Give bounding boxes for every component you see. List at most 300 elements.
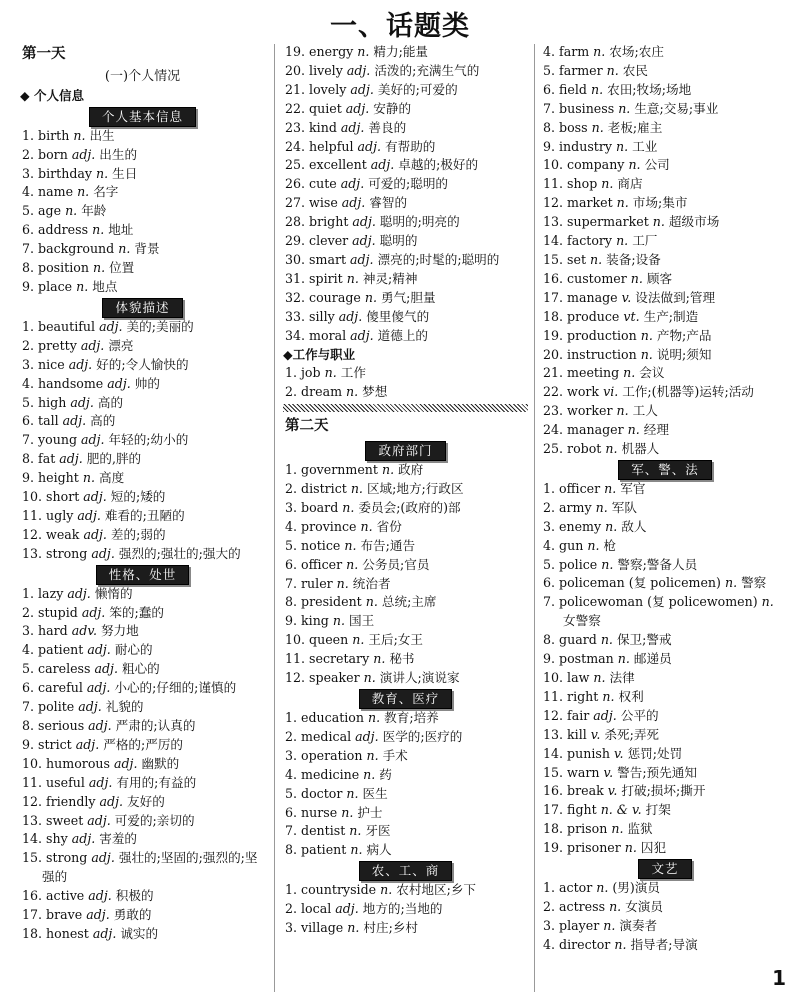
entry-meaning: 礼貌的 bbox=[105, 699, 144, 715]
entry-word: fight bbox=[567, 802, 601, 818]
entry-word: manage bbox=[567, 289, 622, 305]
vocab-entry bbox=[283, 919, 528, 938]
entry-part-of-speech: adj. bbox=[81, 432, 109, 448]
entry-part-of-speech: n. bbox=[342, 499, 359, 515]
entry-number: 1. bbox=[285, 882, 302, 898]
vocab-entry bbox=[20, 717, 265, 736]
entry-number: 10. bbox=[22, 755, 47, 771]
vocab-entry bbox=[20, 240, 265, 259]
entry-part-of-speech: n. bbox=[596, 880, 613, 896]
vocab-entry bbox=[20, 755, 265, 774]
entry-part-of-speech: adj. bbox=[350, 327, 378, 343]
entry-meaning: 监狱 bbox=[627, 821, 653, 837]
entry-meaning: 工人 bbox=[632, 403, 658, 419]
vocab-entry bbox=[541, 232, 789, 251]
entry-meaning: 年龄 bbox=[81, 203, 107, 219]
entry-number: 9. bbox=[543, 138, 560, 154]
vocab-entry bbox=[20, 698, 265, 717]
vocab-entry bbox=[541, 81, 789, 100]
entry-meaning: 漂亮 bbox=[108, 337, 134, 353]
subtopic-heading: (一)个人情况 bbox=[104, 68, 181, 84]
vocab-entry bbox=[541, 251, 789, 270]
entry-meaning: 统治者 bbox=[352, 575, 391, 591]
entry-number: 3. bbox=[543, 518, 560, 534]
entry-word: speaker bbox=[309, 670, 364, 686]
entry-part-of-speech: adj. bbox=[88, 718, 116, 733]
entry-meaning: 省份 bbox=[376, 518, 402, 534]
entry-word: friendly bbox=[46, 793, 100, 809]
entry-word: position bbox=[38, 260, 93, 276]
entry-meaning: 道德上的 bbox=[377, 327, 428, 343]
entry-meaning: 友好的 bbox=[127, 793, 165, 809]
vocab-entry bbox=[20, 641, 265, 660]
entry-meaning: 美好的;可爱的 bbox=[377, 81, 458, 97]
entry-number: 20. bbox=[543, 346, 568, 362]
entry-meaning: 傻里傻气的 bbox=[366, 308, 430, 324]
entry-meaning: 诚实的 bbox=[120, 925, 159, 941]
entry-word: lazy bbox=[38, 585, 68, 601]
entry-part-of-speech: n. bbox=[590, 251, 607, 267]
entry-meaning: 积极的 bbox=[115, 888, 154, 904]
entry-meaning: 区域;地方;行政区 bbox=[366, 481, 464, 497]
entry-part-of-speech: v. bbox=[613, 745, 628, 761]
entry-word: board bbox=[301, 499, 343, 515]
entry-part-of-speech: n. bbox=[606, 62, 623, 78]
entry-number: 5. bbox=[22, 394, 39, 410]
entry-part-of-speech: v. bbox=[603, 764, 618, 780]
entry-word: lovely bbox=[309, 81, 351, 97]
entry-meaning: 农民 bbox=[622, 62, 648, 78]
entry-number: 9. bbox=[285, 613, 302, 629]
vocab-entry bbox=[541, 156, 789, 175]
entry-part-of-speech: adj. bbox=[113, 755, 142, 771]
entry-meaning: 病人 bbox=[366, 842, 392, 858]
entry-number: 1. bbox=[22, 318, 39, 334]
vocab-entry bbox=[541, 383, 789, 402]
entry-part-of-speech: n. bbox=[347, 920, 364, 936]
entry-part-of-speech: n. bbox=[604, 480, 621, 496]
entry-number: 11. bbox=[543, 688, 568, 704]
entry-meaning: 总统;主席 bbox=[381, 594, 437, 610]
entry-word: useful bbox=[46, 774, 89, 790]
entry-meaning: 聪明的;明亮的 bbox=[379, 214, 460, 230]
entry-part-of-speech: n. bbox=[324, 365, 341, 381]
entry-number: 4. bbox=[285, 518, 302, 534]
entry-word: young bbox=[38, 432, 82, 448]
entry-number: 6. bbox=[543, 81, 560, 97]
entry-part-of-speech: n. bbox=[118, 241, 135, 257]
entry-number: 23. bbox=[285, 119, 310, 135]
entry-number: 10. bbox=[543, 670, 568, 685]
topic-bullet-heading: ◆ 个人信息 bbox=[20, 87, 84, 103]
vocab-entry bbox=[20, 585, 265, 604]
entry-meaning: 强烈的;强壮的;强大的 bbox=[118, 545, 241, 561]
vocab-entry bbox=[541, 593, 789, 631]
entry-word: meeting bbox=[567, 365, 624, 381]
entry-number: 13. bbox=[543, 726, 568, 742]
entry-number: 7. bbox=[543, 100, 560, 116]
entry-word: business bbox=[559, 100, 619, 116]
entry-word: lively bbox=[309, 62, 347, 78]
vocab-entry bbox=[20, 488, 265, 507]
vocab-entry bbox=[20, 736, 265, 755]
entry-word: sweet bbox=[46, 812, 88, 828]
vocab-entry bbox=[283, 213, 528, 232]
vocab-entry bbox=[283, 480, 528, 499]
entry-part-of-speech: adj. bbox=[350, 81, 378, 97]
entry-part-of-speech: n. bbox=[346, 556, 363, 572]
entry-word: farmer bbox=[559, 62, 607, 78]
entry-meaning: 枪 bbox=[603, 537, 617, 553]
entry-meaning: 机器人 bbox=[621, 441, 660, 457]
entry-number: 7. bbox=[22, 699, 39, 715]
entry-word: officer bbox=[559, 480, 605, 496]
entry-word: policeman (复 policemen) bbox=[559, 575, 725, 591]
vocab-entry bbox=[20, 337, 265, 356]
entry-part-of-speech: adj. bbox=[71, 831, 100, 847]
entry-part-of-speech: n. bbox=[618, 100, 635, 116]
entry-number: 5. bbox=[22, 661, 39, 677]
entry-meaning: 布告;通告 bbox=[360, 537, 416, 553]
entry-meaning: 医学的;医疗的 bbox=[382, 728, 463, 744]
vocab-entry bbox=[283, 747, 528, 766]
entry-part-of-speech: adj. bbox=[87, 812, 115, 828]
entry-part-of-speech: adj. bbox=[80, 337, 109, 353]
entry-meaning: 有帮助的 bbox=[385, 138, 436, 154]
entry-meaning: 超级市场 bbox=[668, 214, 720, 230]
entry-word: spirit bbox=[309, 270, 347, 286]
entry-part-of-speech: n. bbox=[96, 165, 113, 181]
vocab-entry bbox=[541, 879, 789, 898]
entry-meaning: 位置 bbox=[109, 260, 135, 276]
entry-part-of-speech: adj. bbox=[83, 489, 111, 505]
entry-number: 9. bbox=[22, 278, 39, 294]
entry-part-of-speech: adj. bbox=[77, 507, 105, 523]
vocab-entry bbox=[283, 556, 528, 575]
entry-number: 10. bbox=[285, 632, 310, 648]
entry-word: warn bbox=[567, 764, 604, 780]
entry-meaning: 经理 bbox=[643, 422, 669, 438]
entry-meaning: 肥的,胖的 bbox=[86, 451, 142, 467]
entry-meaning: 生意;交易;事业 bbox=[634, 100, 719, 116]
vocab-entry bbox=[541, 308, 789, 327]
entry-word: ruler bbox=[301, 575, 337, 591]
entry-part-of-speech: n. bbox=[609, 898, 626, 914]
entry-word: production bbox=[567, 327, 641, 343]
entry-meaning: 梦想 bbox=[362, 384, 388, 400]
vocab-entry bbox=[283, 518, 528, 537]
vocab-entry bbox=[283, 81, 528, 100]
entry-number: 17. bbox=[543, 802, 568, 818]
vocab-entry bbox=[541, 574, 789, 593]
vocab-entry bbox=[541, 650, 789, 669]
entry-number: 3. bbox=[22, 356, 39, 372]
entry-meaning: (男)演员 bbox=[612, 880, 660, 896]
entry-part-of-speech: adj. bbox=[87, 642, 115, 658]
entry-meaning: 指导者;导演 bbox=[630, 936, 698, 952]
entry-number: 30. bbox=[285, 251, 310, 267]
entry-word: strict bbox=[38, 736, 76, 752]
entry-word: local bbox=[301, 901, 336, 917]
entry-number: 10. bbox=[543, 157, 568, 173]
entry-number: 15. bbox=[22, 850, 47, 866]
vocab-entry bbox=[283, 308, 528, 327]
entry-meaning: 背景 bbox=[134, 241, 160, 257]
vocab-entry bbox=[283, 650, 528, 669]
entry-number: 8. bbox=[543, 632, 560, 648]
entry-part-of-speech: n. bbox=[617, 651, 634, 667]
section-banner bbox=[541, 858, 789, 879]
entry-part-of-speech: n. bbox=[332, 613, 349, 629]
entry-meaning: 警察 bbox=[741, 575, 767, 591]
entry-word: patient bbox=[38, 642, 88, 658]
entry-meaning: 耐心的 bbox=[114, 642, 153, 658]
entry-part-of-speech: adj. bbox=[350, 251, 378, 267]
entry-meaning: 笨的;蠢的 bbox=[109, 604, 164, 620]
entry-number: 6. bbox=[285, 556, 302, 572]
entry-word: kind bbox=[309, 119, 341, 135]
entry-number: 25. bbox=[285, 157, 310, 173]
entry-word: careless bbox=[38, 661, 95, 677]
entry-word: director bbox=[559, 936, 615, 952]
vocab-entry bbox=[283, 43, 528, 62]
entry-number: 8. bbox=[285, 594, 302, 610]
entry-word: actor bbox=[559, 880, 597, 896]
vocab-entry bbox=[20, 375, 265, 394]
entry-number: 24. bbox=[285, 138, 310, 154]
vocab-entry bbox=[541, 480, 789, 499]
entry-meaning: 打架 bbox=[645, 802, 671, 818]
entry-part-of-speech: n. bbox=[92, 260, 110, 276]
entry-word: set bbox=[567, 251, 591, 267]
vocab-entry bbox=[283, 232, 528, 251]
vocab-entry bbox=[541, 43, 789, 62]
entry-part-of-speech: n. bbox=[360, 518, 377, 534]
entry-word: district bbox=[301, 481, 351, 497]
entry-part-of-speech: n. bbox=[587, 537, 604, 553]
entry-meaning: 农田;牧场;场地 bbox=[607, 81, 692, 97]
entry-meaning: 医生 bbox=[362, 785, 388, 801]
entry-meaning: 工厂 bbox=[632, 233, 658, 249]
entry-number: 2. bbox=[22, 604, 39, 620]
entry-number: 4. bbox=[543, 936, 560, 952]
section-banner-label: 性格、处世 bbox=[96, 565, 190, 585]
vocab-entry bbox=[283, 766, 528, 785]
entry-word: handsome bbox=[38, 375, 108, 391]
topic-bullet-heading: ◆工作与职业 bbox=[283, 346, 356, 362]
vocab-entry bbox=[541, 421, 789, 440]
entry-meaning: 军官 bbox=[620, 480, 646, 496]
entry-number: 11. bbox=[543, 176, 568, 192]
entry-number: 3. bbox=[22, 165, 39, 181]
vocab-entry bbox=[283, 900, 528, 919]
entry-number: 23. bbox=[543, 403, 568, 419]
vocab-entry bbox=[20, 259, 265, 278]
entry-word: place bbox=[38, 278, 77, 294]
entry-word: hard bbox=[38, 623, 72, 639]
entry-number: 4. bbox=[22, 184, 39, 200]
vocab-entry bbox=[541, 138, 789, 157]
entry-meaning: 小心的;仔细的;谨慎的 bbox=[114, 680, 237, 696]
entry-meaning: 老板;雇主 bbox=[607, 119, 663, 135]
entry-part-of-speech: n. bbox=[624, 840, 641, 856]
entry-word: careful bbox=[38, 680, 87, 696]
entry-part-of-speech: adj. bbox=[88, 888, 116, 904]
vocab-entry bbox=[283, 175, 528, 194]
entry-meaning: 努力地 bbox=[100, 623, 139, 639]
vocab-entry bbox=[283, 669, 528, 688]
entry-number: 1. bbox=[285, 710, 302, 725]
entry-meaning: 公平的 bbox=[620, 707, 659, 723]
entry-word: job bbox=[301, 365, 325, 381]
entry-number: 12. bbox=[543, 707, 568, 723]
vocab-entry bbox=[541, 898, 789, 917]
entry-part-of-speech: n. bbox=[601, 556, 618, 572]
entry-meaning: 国王 bbox=[349, 613, 375, 629]
entry-meaning: 地方的;当地的 bbox=[362, 901, 443, 917]
entry-word: shy bbox=[46, 831, 72, 847]
entry-word: factory bbox=[567, 233, 617, 249]
entry-number: 21. bbox=[543, 365, 568, 381]
entry-part-of-speech: n. bbox=[600, 632, 617, 648]
entry-number: 4. bbox=[22, 642, 39, 658]
entry-number: 10. bbox=[22, 489, 47, 505]
vocab-entry bbox=[20, 526, 265, 545]
entry-meaning: 农场;农庄 bbox=[609, 44, 664, 59]
entry-meaning: 活泼的;充满生气的 bbox=[374, 62, 480, 78]
entry-meaning: 帅的 bbox=[134, 375, 160, 391]
section-banner bbox=[283, 688, 528, 709]
wavy-divider bbox=[283, 404, 528, 412]
vocab-entry bbox=[283, 499, 528, 518]
entry-meaning: 权利 bbox=[618, 688, 644, 704]
entry-word: worker bbox=[567, 403, 617, 419]
entry-word: punish bbox=[567, 745, 614, 761]
vocab-entry bbox=[283, 631, 528, 650]
entry-number: 4. bbox=[543, 537, 560, 553]
entry-meaning: 委员会;(政府的)部 bbox=[358, 499, 461, 515]
entry-meaning: 难看的;丑陋的 bbox=[104, 507, 185, 523]
entry-part-of-speech: adj. bbox=[70, 394, 98, 410]
vocab-entry bbox=[283, 841, 528, 860]
vocab-entry bbox=[283, 119, 528, 138]
vocab-entry bbox=[20, 469, 265, 488]
section-banner bbox=[283, 860, 528, 881]
entry-number: 16. bbox=[543, 270, 568, 286]
entry-word: education bbox=[301, 710, 369, 725]
entry-word: brave bbox=[46, 907, 87, 923]
entry-number: 14. bbox=[543, 233, 568, 249]
entry-meaning: 精力;能量 bbox=[373, 44, 429, 59]
entry-word: beautiful bbox=[38, 318, 100, 334]
entry-meaning: 公务员;官员 bbox=[362, 556, 430, 572]
vocab-entry bbox=[20, 450, 265, 469]
vocab-entry bbox=[541, 707, 789, 726]
entry-meaning: 漂亮的;时髦的;聪明的 bbox=[377, 251, 500, 267]
entry-number: 31. bbox=[285, 270, 310, 286]
entry-word: operation bbox=[301, 747, 367, 763]
entry-word: officer bbox=[301, 556, 347, 572]
entry-meaning: 设法做到;管理 bbox=[635, 289, 716, 305]
vocab-entry bbox=[283, 785, 528, 804]
vocab-column-3 bbox=[541, 43, 789, 955]
entry-meaning: 装备;设备 bbox=[606, 251, 661, 267]
entry-word: pretty bbox=[38, 337, 81, 353]
entry-part-of-speech: n. bbox=[611, 821, 628, 837]
entry-part-of-speech: n. bbox=[616, 195, 633, 211]
entry-meaning: 会议 bbox=[639, 365, 665, 381]
entry-number: 14. bbox=[543, 745, 568, 761]
entry-number: 5. bbox=[285, 537, 302, 553]
entry-meaning: 军队 bbox=[611, 499, 637, 515]
vocab-entry bbox=[20, 812, 265, 831]
vocab-entry bbox=[541, 289, 789, 308]
entry-word: nurse bbox=[301, 804, 342, 820]
vocab-column-2 bbox=[283, 43, 528, 938]
entry-meaning: 女警察 bbox=[563, 613, 601, 629]
entry-meaning: 演讲人;演说家 bbox=[379, 670, 460, 686]
entry-number: 2. bbox=[22, 337, 39, 353]
entry-word: cute bbox=[309, 176, 341, 192]
entry-part-of-speech: adj. bbox=[340, 176, 369, 192]
entry-number: 17. bbox=[22, 907, 47, 923]
vocab-entry bbox=[541, 688, 789, 707]
entry-meaning: 保卫;警戒 bbox=[616, 632, 672, 648]
entry-word: work bbox=[567, 384, 604, 400]
entry-part-of-speech: adj. bbox=[99, 318, 127, 334]
entry-word: shop bbox=[567, 176, 602, 192]
entry-meaning: 政府 bbox=[398, 462, 424, 478]
entry-part-of-speech: n. bbox=[349, 823, 366, 839]
entry-meaning: 法律 bbox=[609, 670, 635, 685]
entry-word: postman bbox=[559, 651, 618, 667]
entry-number: 4. bbox=[285, 766, 302, 782]
vocab-entry bbox=[283, 156, 528, 175]
entry-meaning: 出生的 bbox=[99, 146, 138, 162]
entry-word: industry bbox=[559, 138, 617, 154]
entry-part-of-speech: adj. bbox=[78, 699, 106, 715]
entry-word: weak bbox=[46, 526, 84, 542]
entry-meaning: 睿智的 bbox=[369, 195, 408, 211]
entry-number: 19. bbox=[543, 327, 568, 343]
entry-number: 2. bbox=[285, 481, 302, 497]
entry-part-of-speech: adj. bbox=[340, 119, 369, 135]
vocab-entry bbox=[283, 728, 528, 747]
entry-meaning: 勇气;胆量 bbox=[380, 289, 436, 305]
entry-meaning: 邮递员 bbox=[633, 651, 672, 667]
entry-number: 12. bbox=[22, 526, 47, 542]
entry-number: 13. bbox=[22, 545, 47, 561]
section-banner bbox=[283, 440, 528, 461]
entry-part-of-speech: vt. bbox=[623, 308, 644, 324]
entry-part-of-speech: n. bbox=[605, 441, 622, 457]
entry-word: province bbox=[301, 518, 361, 534]
entry-word: dream bbox=[301, 384, 347, 400]
entry-word: instruction bbox=[567, 346, 641, 362]
entry-number: 18. bbox=[543, 308, 568, 324]
entry-word: quiet bbox=[309, 100, 346, 116]
entry-meaning: 说明;须知 bbox=[656, 346, 712, 362]
entry-meaning: 杀死;弄死 bbox=[604, 726, 660, 742]
vocab-entry bbox=[541, 801, 789, 820]
entry-word: height bbox=[38, 470, 83, 486]
vocab-entry bbox=[283, 289, 528, 308]
entry-part-of-speech: adj. bbox=[91, 545, 119, 561]
entry-part-of-speech: n. bbox=[623, 365, 640, 381]
entry-number: 4. bbox=[543, 44, 560, 59]
entry-part-of-speech: n. bbox=[761, 594, 774, 610]
section-banner-label: 政府部门 bbox=[365, 441, 445, 461]
